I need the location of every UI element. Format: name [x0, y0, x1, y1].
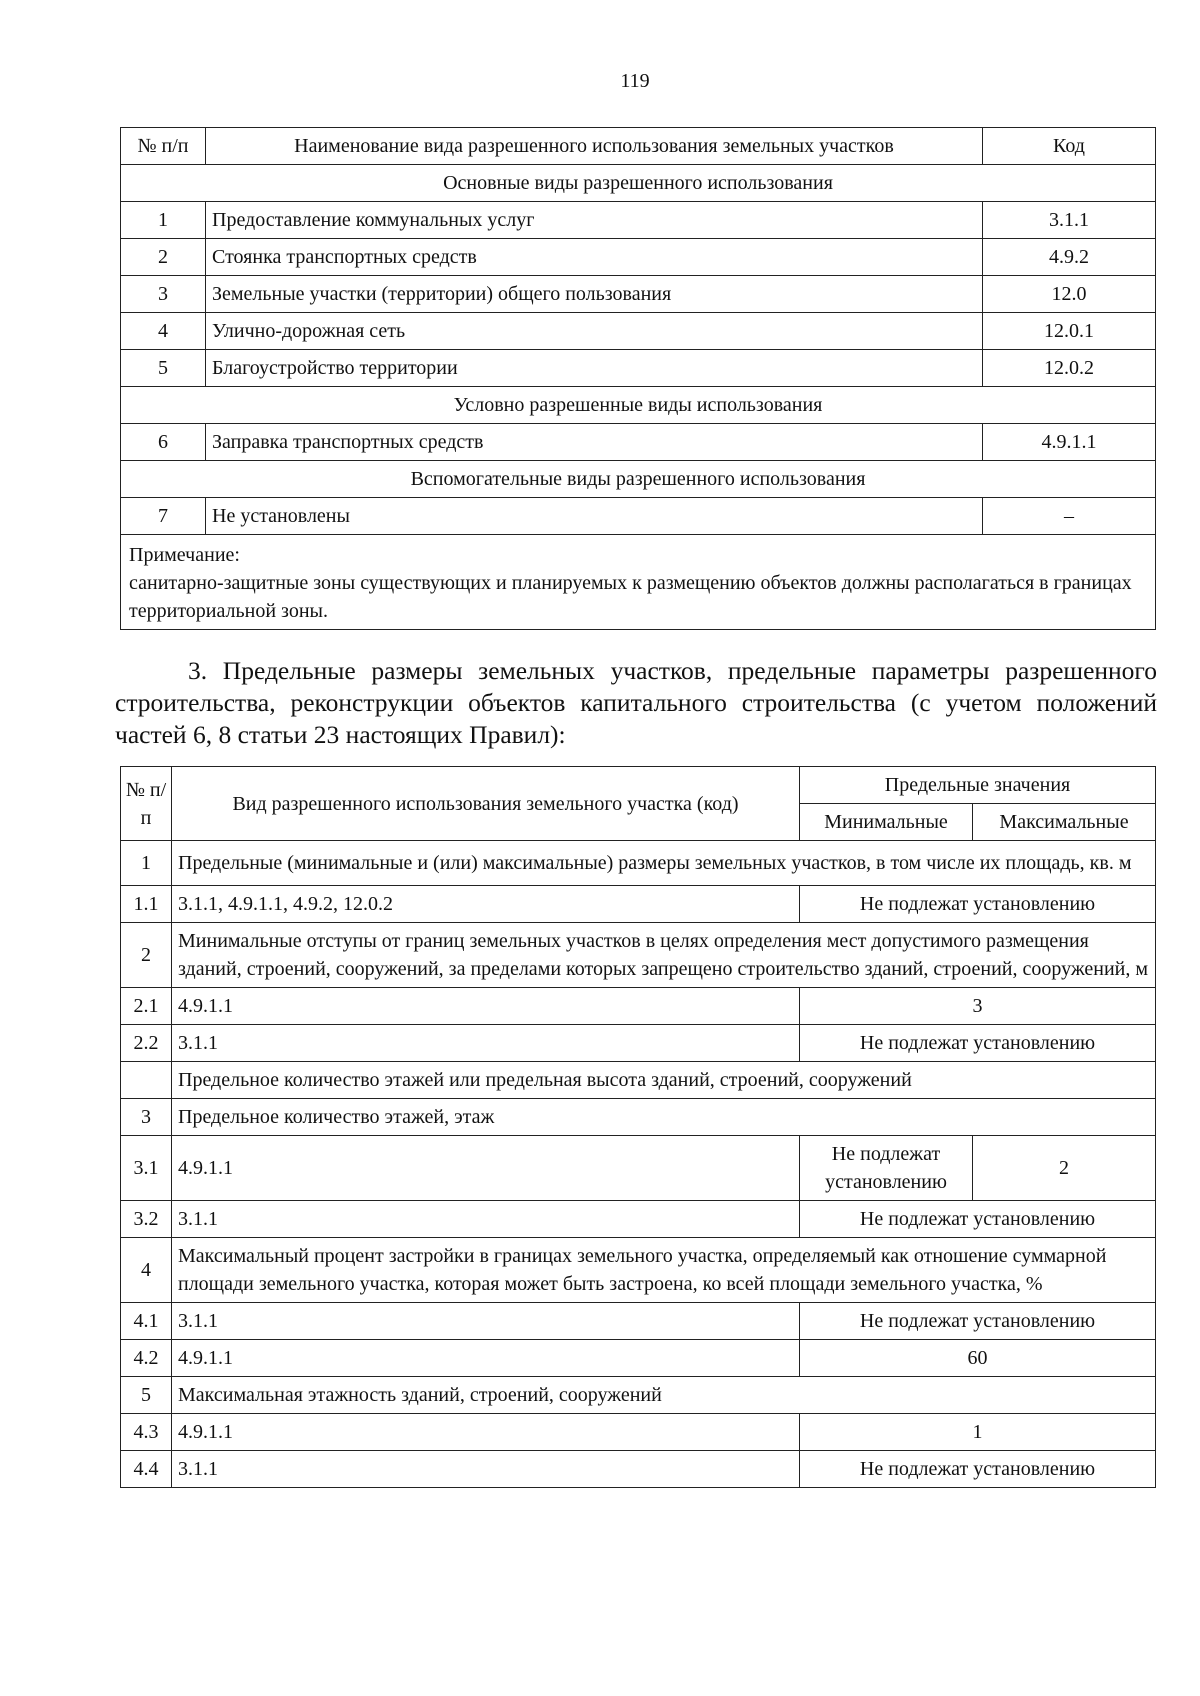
row-value: 60 [800, 1340, 1156, 1377]
row-name: Не установлены [206, 498, 983, 535]
table-header-row [121, 128, 1156, 165]
row-num: 4.2 [121, 1340, 172, 1377]
table-row [121, 1062, 1156, 1099]
table-row [121, 1340, 1156, 1377]
row-code: 4.9.1.1 [172, 1340, 800, 1377]
table-row [121, 424, 1156, 461]
row-num: 4 [121, 1238, 172, 1303]
row-code: 3.1.1, 4.9.1.1, 4.9.2, 12.0.2 [172, 886, 800, 923]
row-num: 4.4 [121, 1451, 172, 1488]
row-num: 5 [121, 350, 206, 387]
row-num: 2.2 [121, 1025, 172, 1062]
section-main: Основные виды разрешенного использования [121, 165, 1156, 202]
row-code: 12.0.2 [983, 350, 1156, 387]
row-code: 12.0 [983, 276, 1156, 313]
row-num: 5 [121, 1377, 172, 1414]
table-header-row [121, 767, 1156, 804]
row-code: 4.9.1.1 [983, 424, 1156, 461]
row-num: 7 [121, 498, 206, 535]
paragraph-rest: разрешенного строительства, реконструкции объектов капитального строительства (с учетом положений частей 6, 8 статьи 23 настоящих Правил): [115, 656, 1157, 749]
row-code: 3.1.1 [172, 1025, 800, 1062]
row-num: 1.1 [121, 886, 172, 923]
row-num: 2 [121, 239, 206, 276]
row-text: Максимальный процент застройки в границах земельного участка, определяемый как отношение суммарной площади земельного участка, которая может быть застроена, ко всей площади земельного участка, % [172, 1238, 1156, 1303]
note-cell [121, 535, 1156, 630]
table-row [121, 923, 1156, 988]
row-num: 4 [121, 313, 206, 350]
row-name: Улично-дорожная сеть [206, 313, 983, 350]
row-name: Заправка транспортных средств [206, 424, 983, 461]
table-row [121, 239, 1156, 276]
header-code: Код [983, 128, 1156, 165]
row-code: 4.9.1.1 [172, 1414, 800, 1451]
row-name: Предоставление коммунальных услуг [206, 202, 983, 239]
row-code: 3.1.1 [172, 1201, 800, 1238]
row-num: 3 [121, 1099, 172, 1136]
table-row [121, 313, 1156, 350]
row-code: 4.9.1.1 [172, 1136, 800, 1201]
row-value: Не подлежат установлению [800, 1025, 1156, 1062]
section-row [121, 387, 1156, 424]
row-num: 3.2 [121, 1201, 172, 1238]
section-paragraph [115, 655, 1157, 751]
row-text: Минимальные отступы от границ земельных участков в целях определения мест допустимого размещения зданий, строений, сооружений, за пределами которых запрещено строительство зданий, строений, сооружений, м [172, 923, 1156, 988]
row-num: 2 [121, 923, 172, 988]
row-name: Благоустройство территории [206, 350, 983, 387]
header-name: Наименование вида разрешенного использования земельных участков [206, 128, 983, 165]
row-name: Стоянка транспортных средств [206, 239, 983, 276]
section-row [121, 165, 1156, 202]
row-num: 1 [121, 202, 206, 239]
row-code: 4.9.1.1 [172, 988, 800, 1025]
row-min: Не подлежат установлению [800, 1136, 973, 1201]
row-num: 2.1 [121, 988, 172, 1025]
header-num: № п/п [121, 767, 172, 841]
table-row [121, 1136, 1156, 1201]
table-row [121, 1238, 1156, 1303]
table-row [121, 1414, 1156, 1451]
header-limits: Предельные значения [800, 767, 1156, 804]
row-value: 3 [800, 988, 1156, 1025]
row-value: Не подлежат установлению [800, 1201, 1156, 1238]
row-num: 6 [121, 424, 206, 461]
table-row [121, 988, 1156, 1025]
row-num: 4.3 [121, 1414, 172, 1451]
note-text: санитарно-защитные зоны существующих и планируемых к размещению объектов должны располагаться в границах территориальной зоны. [129, 572, 1132, 622]
table-row [121, 886, 1156, 923]
paragraph-first-line: 3. Предельные размеры земельных участков, предельные параметры [188, 656, 990, 685]
section-conditional: Условно разрешенные виды использования [121, 387, 1156, 424]
row-code: 12.0.1 [983, 313, 1156, 350]
table-row [121, 1303, 1156, 1340]
row-code: 4.9.2 [983, 239, 1156, 276]
row-code: 3.1.1 [983, 202, 1156, 239]
note-title: Примечание: [129, 544, 240, 566]
header-min: Минимальные [800, 804, 973, 841]
table-row [121, 350, 1156, 387]
row-num: 3 [121, 276, 206, 313]
table-row [121, 841, 1156, 886]
note-row [121, 535, 1156, 630]
table-row [121, 1025, 1156, 1062]
limits-table [120, 766, 1156, 1488]
header-kind: Вид разрешенного использования земельного участка (код) [172, 767, 800, 841]
table-row [121, 276, 1156, 313]
row-code: – [983, 498, 1156, 535]
row-text: Предельное количество этажей, этаж [172, 1099, 1156, 1136]
table-row [121, 202, 1156, 239]
row-num: 1 [121, 841, 172, 886]
row-num: 3.1 [121, 1136, 172, 1201]
table-row [121, 498, 1156, 535]
row-code: 3.1.1 [172, 1451, 800, 1488]
table-row [121, 1451, 1156, 1488]
section-auxiliary: Вспомогательные виды разрешенного использования [121, 461, 1156, 498]
row-name: Земельные участки (территории) общего пользования [206, 276, 983, 313]
row-value: Не подлежат установлению [800, 886, 1156, 923]
table-row [121, 1201, 1156, 1238]
row-max: 2 [973, 1136, 1156, 1201]
section-row [121, 461, 1156, 498]
row-value: Не подлежат установлению [800, 1451, 1156, 1488]
row-value: 1 [800, 1414, 1156, 1451]
row-code: 3.1.1 [172, 1303, 800, 1340]
page-number: 119 [620, 70, 650, 92]
header-num: № п/п [121, 128, 206, 165]
row-text: Предельное количество этажей или предельная высота зданий, строений, сооружений [172, 1062, 1156, 1099]
table-row [121, 1099, 1156, 1136]
row-num [121, 1062, 172, 1099]
row-value: Не подлежат установлению [800, 1303, 1156, 1340]
header-max: Максимальные [973, 804, 1156, 841]
row-num: 4.1 [121, 1303, 172, 1340]
table-row [121, 1377, 1156, 1414]
row-text: Предельные (минимальные и (или) максимальные) размеры земельных участков, в том числе их площадь, кв. м [172, 841, 1156, 886]
row-text: Максимальная этажность зданий, строений, сооружений [172, 1377, 1156, 1414]
permitted-use-table [120, 127, 1156, 630]
